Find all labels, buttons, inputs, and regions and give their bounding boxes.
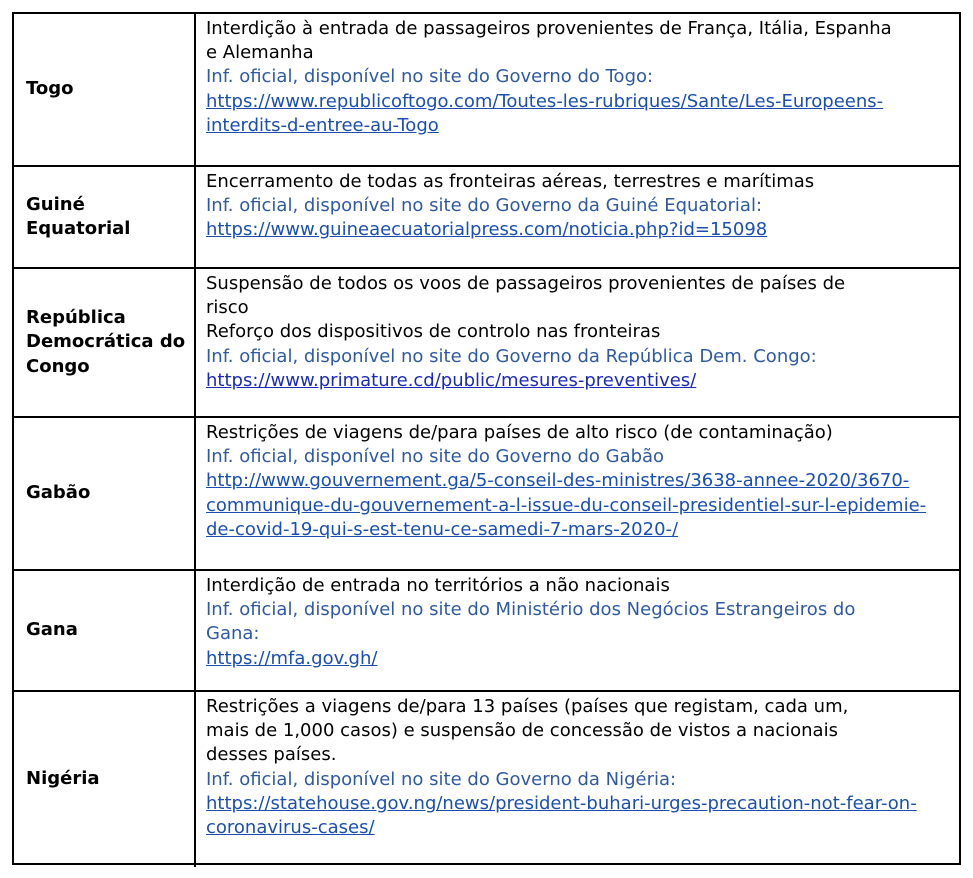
- measures-cell: [196, 692, 959, 867]
- measures-cell: [196, 269, 959, 416]
- country-cell: [14, 269, 196, 416]
- country-name: Nigéria: [26, 768, 100, 790]
- table-row: [14, 569, 959, 690]
- measures-cell: [196, 418, 959, 569]
- official-link[interactable]: http://www.gouvernement.ga/5-conseil-des-ministres/3638-annee-2020/3670-: [206, 470, 910, 492]
- official-info-text: Inf. oficial, disponível no site do Governo da Guiné Equatorial:: [206, 195, 763, 217]
- official-link[interactable]: https://statehouse.gov.ng/news/president-buhari-urges-precaution-not-fear-on-: [206, 792, 917, 814]
- country-name: Democrática: [26, 331, 154, 353]
- official-info-text: Gana:: [206, 623, 260, 645]
- official-link[interactable]: interdits-d-entree-au-Togo: [206, 114, 439, 136]
- official-info-text: Inf. oficial, disponível no site do Governo da Nigéria:: [206, 768, 677, 790]
- official-info-text: Inf. oficial, disponível no site do Governo da República Dem. Congo:: [206, 345, 817, 367]
- official-link[interactable]: communique-du-gouvernement-a-l-issue-du-conseil-presidentiel-sur-l-epidemie-: [206, 494, 927, 516]
- official-link[interactable]: https://www.guineaecuatorialpress.com/noticia.php?id=15098: [206, 219, 768, 241]
- country-name: do Congo: [26, 331, 186, 377]
- country-name: Guiné: [26, 193, 85, 215]
- measures-cell: [196, 167, 959, 267]
- table-row: [14, 690, 959, 867]
- measure-text: risco: [206, 297, 249, 319]
- official-info-text: Inf. oficial, disponível no site do Governo do Togo:: [206, 66, 654, 88]
- measure-text: Restrições de viagens de/para países de alto risco (de contaminação): [206, 422, 833, 443]
- measure-text: mais de 1,000 casos) e suspensão de concessão de vistos a nacionais: [206, 720, 838, 742]
- official-link[interactable]: de-covid-19-qui-s-est-tenu-ce-samedi-7-mars-2020-/: [206, 518, 679, 540]
- country-name: Gabão: [26, 482, 91, 504]
- measure-text: Restrições a viagens de/para 13 países (países que registam, cada um,: [206, 696, 849, 717]
- measure-text: Encerramento de todas as fronteiras aéreas, terrestres e marítimas: [206, 171, 815, 192]
- measures-cell: [196, 14, 959, 165]
- measure-text: Interdição de entrada no territórios a não nacionais: [206, 575, 670, 596]
- country-cell: [14, 167, 196, 267]
- official-link[interactable]: https://www.primature.cd/public/mesures-preventives/: [206, 369, 697, 391]
- official-info-text: Inf. oficial, disponível no site do Governo do Gabão: [206, 446, 665, 468]
- country-name: República: [26, 307, 126, 329]
- country-cell: [14, 692, 196, 867]
- table-row: [14, 267, 959, 416]
- measures-table: [12, 12, 961, 865]
- official-info-text: Inf. oficial, disponível no site do Ministério dos Negócios Estrangeiros do: [206, 599, 856, 621]
- official-link[interactable]: coronavirus-cases/: [206, 817, 375, 839]
- measure-text: e Alemanha: [206, 42, 314, 64]
- table-row: [14, 14, 959, 165]
- official-link[interactable]: https://mfa.gov.gh/: [206, 647, 378, 669]
- country-name: Togo: [26, 78, 74, 100]
- table-row: [14, 416, 959, 569]
- measures-cell: [196, 571, 959, 690]
- measure-text: Interdição à entrada de passageiros provenientes de França, Itália, Espanha: [206, 18, 892, 39]
- measure-text: Suspensão de todos os voos de passageiros provenientes de países de: [206, 273, 846, 294]
- country-cell: [14, 14, 196, 165]
- country-name: Equatorial: [26, 218, 131, 239]
- country-cell: [14, 418, 196, 569]
- country-name: Gana: [26, 619, 78, 641]
- table-row: [14, 165, 959, 267]
- measure-text: Reforço dos dispositivos de controlo nas fronteiras: [206, 321, 661, 343]
- official-link[interactable]: https://www.republicoftogo.com/Toutes-les-rubriques/Sante/Les-Europeens-: [206, 90, 884, 112]
- measure-text: desses países.: [206, 744, 337, 766]
- country-cell: [14, 571, 196, 690]
